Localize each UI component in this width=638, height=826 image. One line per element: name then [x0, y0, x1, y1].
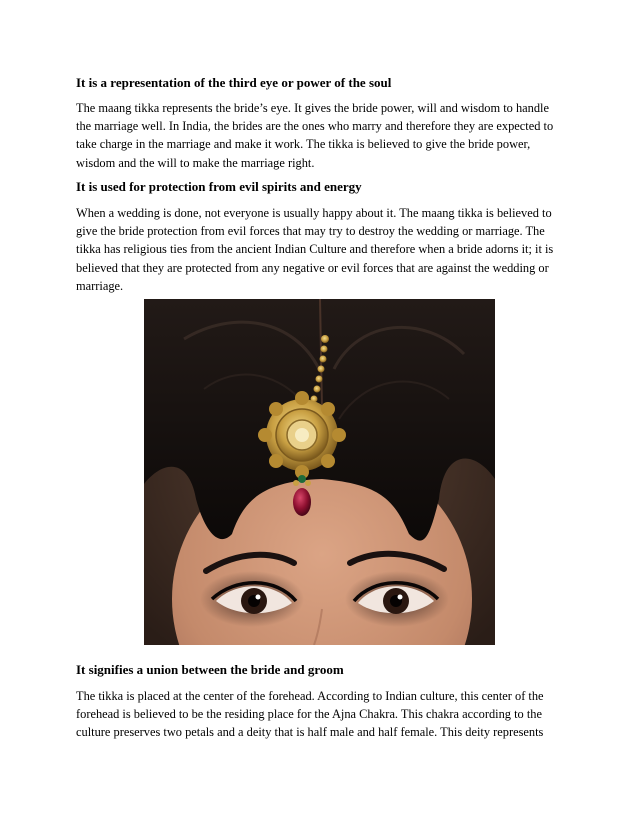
paragraph-line: believed that they are protected from any negative or evil forces that are against the wedding or	[76, 260, 549, 275]
paragraph-line: culture preserves two petals and a deity that is half male and half female. This deity represents	[76, 725, 544, 740]
paragraph-line: give the bride protection from evil forces that may try to destroy the wedding or marriage. The	[76, 224, 545, 239]
paragraph-line: wisdom and the will to make the marriage right.	[76, 155, 315, 170]
paragraph-line: the marriage well. In India, the brides are the ones who marry and therefore they are expected to	[76, 119, 554, 134]
paragraph-line: take charge in the marriage and make it work. The tikka is believed to give the bride power,	[76, 137, 531, 152]
paragraph-line: The tikka is placed at the center of the forehead. According to Indian culture, this center of the	[76, 689, 544, 703]
section-paragraph-union	[76, 687, 568, 742]
paragraph-line: The maang tikka represents the bride’s eye. It gives the bride power, will and wisdom to handle	[76, 101, 549, 115]
section-heading-third-eye: It is a representation of the third eye or power of the soul	[76, 75, 392, 90]
paragraph-line: marriage.	[76, 278, 124, 293]
paragraph-line: tikka has religious ties from the ancient Indian Culture and therefore when a bride adorns it; it is	[76, 242, 554, 257]
section-paragraph-third-eye	[76, 99, 568, 172]
section-heading-protection: It is used for protection from evil spirits and energy	[76, 179, 362, 194]
paragraph-line: forehead is believed to be the residing place for the Ajna Chakra. This chakra according to the	[76, 707, 542, 722]
section-paragraph-protection	[76, 204, 568, 295]
section-heading-union: It signifies a union between the bride and groom	[76, 662, 344, 677]
paragraph-line: When a wedding is done, not everyone is usually happy about it. The maang tikka is believed to	[76, 206, 552, 220]
bride-maang-tikka-photo	[144, 299, 495, 645]
